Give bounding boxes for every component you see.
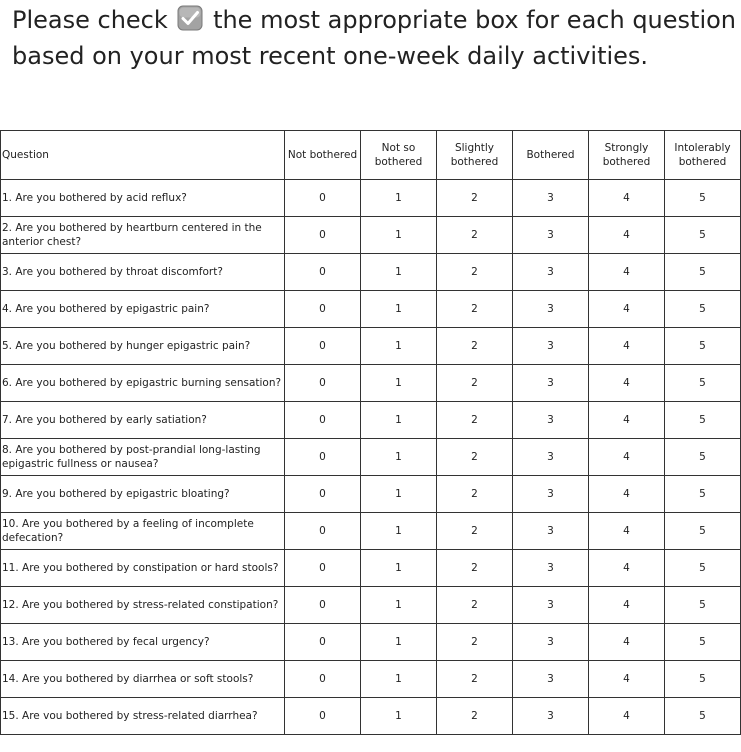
option-3[interactable]: 3 (513, 624, 589, 661)
option-4[interactable]: 4 (589, 624, 665, 661)
option-4[interactable]: 4 (589, 587, 665, 624)
header-question: Question (1, 131, 285, 180)
option-5[interactable]: 5 (665, 624, 741, 661)
option-1[interactable]: 1 (361, 254, 437, 291)
option-1[interactable]: 1 (361, 476, 437, 513)
option-1[interactable]: 1 (361, 698, 437, 735)
option-5[interactable]: 5 (665, 476, 741, 513)
option-1[interactable]: 1 (361, 513, 437, 550)
option-4[interactable]: 4 (589, 217, 665, 254)
question-text: 2. Are you bothered by heartburn centered in the anterior chest? (1, 217, 285, 254)
option-5[interactable]: 5 (665, 291, 741, 328)
option-0[interactable]: 0 (285, 328, 361, 365)
checked-checkbox-icon (177, 5, 203, 31)
table-row (1, 328, 741, 365)
question-text: 10. Are you bothered by a feeling of incomplete defecation? (1, 513, 285, 550)
option-2[interactable]: 2 (437, 180, 513, 217)
header-not-bothered: Not bothered (285, 131, 361, 180)
question-text: 5. Are you bothered by hunger epigastric pain? (1, 328, 285, 365)
option-4[interactable]: 4 (589, 365, 665, 402)
option-4[interactable]: 4 (589, 254, 665, 291)
option-3[interactable]: 3 (513, 587, 589, 624)
option-0[interactable]: 0 (285, 550, 361, 587)
table-row (1, 698, 741, 735)
header-row (1, 131, 741, 180)
symptom-questionnaire-table (0, 130, 741, 735)
question-text: 11. Are you bothered by constipation or hard stools? (1, 550, 285, 587)
table-row (1, 587, 741, 624)
option-3[interactable]: 3 (513, 402, 589, 439)
option-2[interactable]: 2 (437, 476, 513, 513)
option-5[interactable]: 5 (665, 254, 741, 291)
option-2[interactable]: 2 (437, 550, 513, 587)
option-3[interactable]: 3 (513, 550, 589, 587)
option-0[interactable]: 0 (285, 476, 361, 513)
option-1[interactable]: 1 (361, 550, 437, 587)
table-row (1, 439, 741, 476)
question-text: 12. Are you bothered by stress-related constipation? (1, 587, 285, 624)
option-5[interactable]: 5 (665, 587, 741, 624)
option-1[interactable]: 1 (361, 365, 437, 402)
header-slightly-bothered: Slightly bothered (437, 131, 513, 180)
header-intolerably-bothered: Intolerably bothered (665, 131, 741, 180)
instruction-text (12, 2, 737, 74)
question-text: 8. Are you bothered by post-prandial long-lasting epigastric fullness or nausea? (1, 439, 285, 476)
option-2[interactable]: 2 (437, 513, 513, 550)
header-not-so-bothered: Not so bothered (361, 131, 437, 180)
option-2[interactable]: 2 (437, 624, 513, 661)
option-5[interactable]: 5 (665, 402, 741, 439)
table-row (1, 217, 741, 254)
option-3[interactable]: 3 (513, 291, 589, 328)
table-row (1, 513, 741, 550)
question-text: 4. Are you bothered by epigastric pain? (1, 291, 285, 328)
option-1[interactable]: 1 (361, 661, 437, 698)
option-4[interactable]: 4 (589, 328, 665, 365)
option-5[interactable]: 5 (665, 698, 741, 735)
option-4[interactable]: 4 (589, 476, 665, 513)
question-text: 7. Are you bothered by early satiation? (1, 402, 285, 439)
table-row (1, 476, 741, 513)
option-5[interactable]: 5 (665, 180, 741, 217)
option-5[interactable]: 5 (665, 661, 741, 698)
table-row (1, 402, 741, 439)
option-2[interactable]: 2 (437, 402, 513, 439)
table-row (1, 365, 741, 402)
option-1[interactable]: 1 (361, 328, 437, 365)
option-0[interactable]: 0 (285, 180, 361, 217)
table-row (1, 550, 741, 587)
option-3[interactable]: 3 (513, 661, 589, 698)
option-3[interactable]: 3 (513, 180, 589, 217)
option-4[interactable]: 4 (589, 291, 665, 328)
option-0[interactable]: 0 (285, 698, 361, 735)
option-3[interactable]: 3 (513, 698, 589, 735)
option-1[interactable]: 1 (361, 587, 437, 624)
option-0[interactable]: 0 (285, 439, 361, 476)
table-row (1, 180, 741, 217)
option-4[interactable]: 4 (589, 661, 665, 698)
instruction-rest: the most appropriate box for each question based on your most recent one-week daily activities. (12, 6, 736, 70)
header-strongly-bothered: Strongly bothered (589, 131, 665, 180)
option-4[interactable]: 4 (589, 402, 665, 439)
option-2[interactable]: 2 (437, 698, 513, 735)
option-1[interactable]: 1 (361, 217, 437, 254)
option-4[interactable]: 4 (589, 550, 665, 587)
option-0[interactable]: 0 (285, 365, 361, 402)
option-3[interactable]: 3 (513, 328, 589, 365)
option-3[interactable]: 3 (513, 513, 589, 550)
option-0[interactable]: 0 (285, 624, 361, 661)
option-1[interactable]: 1 (361, 291, 437, 328)
option-2[interactable]: 2 (437, 439, 513, 476)
option-2[interactable]: 2 (437, 328, 513, 365)
question-text: 3. Are you bothered by throat discomfort? (1, 254, 285, 291)
option-0[interactable]: 0 (285, 291, 361, 328)
option-0[interactable]: 0 (285, 513, 361, 550)
instruction-lead: Please check (12, 6, 168, 34)
table-row (1, 291, 741, 328)
table-row (1, 624, 741, 661)
question-text: 14. Are you bothered by diarrhea or soft stools? (1, 661, 285, 698)
option-4[interactable]: 4 (589, 180, 665, 217)
option-2[interactable]: 2 (437, 254, 513, 291)
option-2[interactable]: 2 (437, 365, 513, 402)
option-5[interactable]: 5 (665, 513, 741, 550)
questions-body (1, 180, 741, 735)
question-text: 9. Are you bothered by epigastric bloating? (1, 476, 285, 513)
option-1[interactable]: 1 (361, 180, 437, 217)
option-4[interactable]: 4 (589, 439, 665, 476)
option-0[interactable]: 0 (285, 254, 361, 291)
question-text: 6. Are you bothered by epigastric burning sensation? (1, 365, 285, 402)
option-4[interactable]: 4 (589, 698, 665, 735)
option-5[interactable]: 5 (665, 328, 741, 365)
option-0[interactable]: 0 (285, 661, 361, 698)
option-0[interactable]: 0 (285, 402, 361, 439)
option-2[interactable]: 2 (437, 661, 513, 698)
option-2[interactable]: 2 (437, 291, 513, 328)
option-3[interactable]: 3 (513, 217, 589, 254)
option-3[interactable]: 3 (513, 365, 589, 402)
option-2[interactable]: 2 (437, 217, 513, 254)
option-5[interactable]: 5 (665, 217, 741, 254)
option-1[interactable]: 1 (361, 439, 437, 476)
option-1[interactable]: 1 (361, 402, 437, 439)
question-text: 13. Are you bothered by fecal urgency? (1, 624, 285, 661)
table-row (1, 254, 741, 291)
table-row (1, 661, 741, 698)
option-3[interactable]: 3 (513, 476, 589, 513)
option-0[interactable]: 0 (285, 217, 361, 254)
option-5[interactable]: 5 (665, 439, 741, 476)
question-text: 1. Are you bothered by acid reflux? (1, 180, 285, 217)
option-5[interactable]: 5 (665, 365, 741, 402)
option-3[interactable]: 3 (513, 254, 589, 291)
header-bothered: Bothered (513, 131, 589, 180)
option-1[interactable]: 1 (361, 624, 437, 661)
option-0[interactable]: 0 (285, 587, 361, 624)
question-text: 15. Are vou bothered by stress-related diarrhea? (1, 698, 285, 735)
option-4[interactable]: 4 (589, 513, 665, 550)
option-3[interactable]: 3 (513, 439, 589, 476)
option-5[interactable]: 5 (665, 550, 741, 587)
option-2[interactable]: 2 (437, 587, 513, 624)
